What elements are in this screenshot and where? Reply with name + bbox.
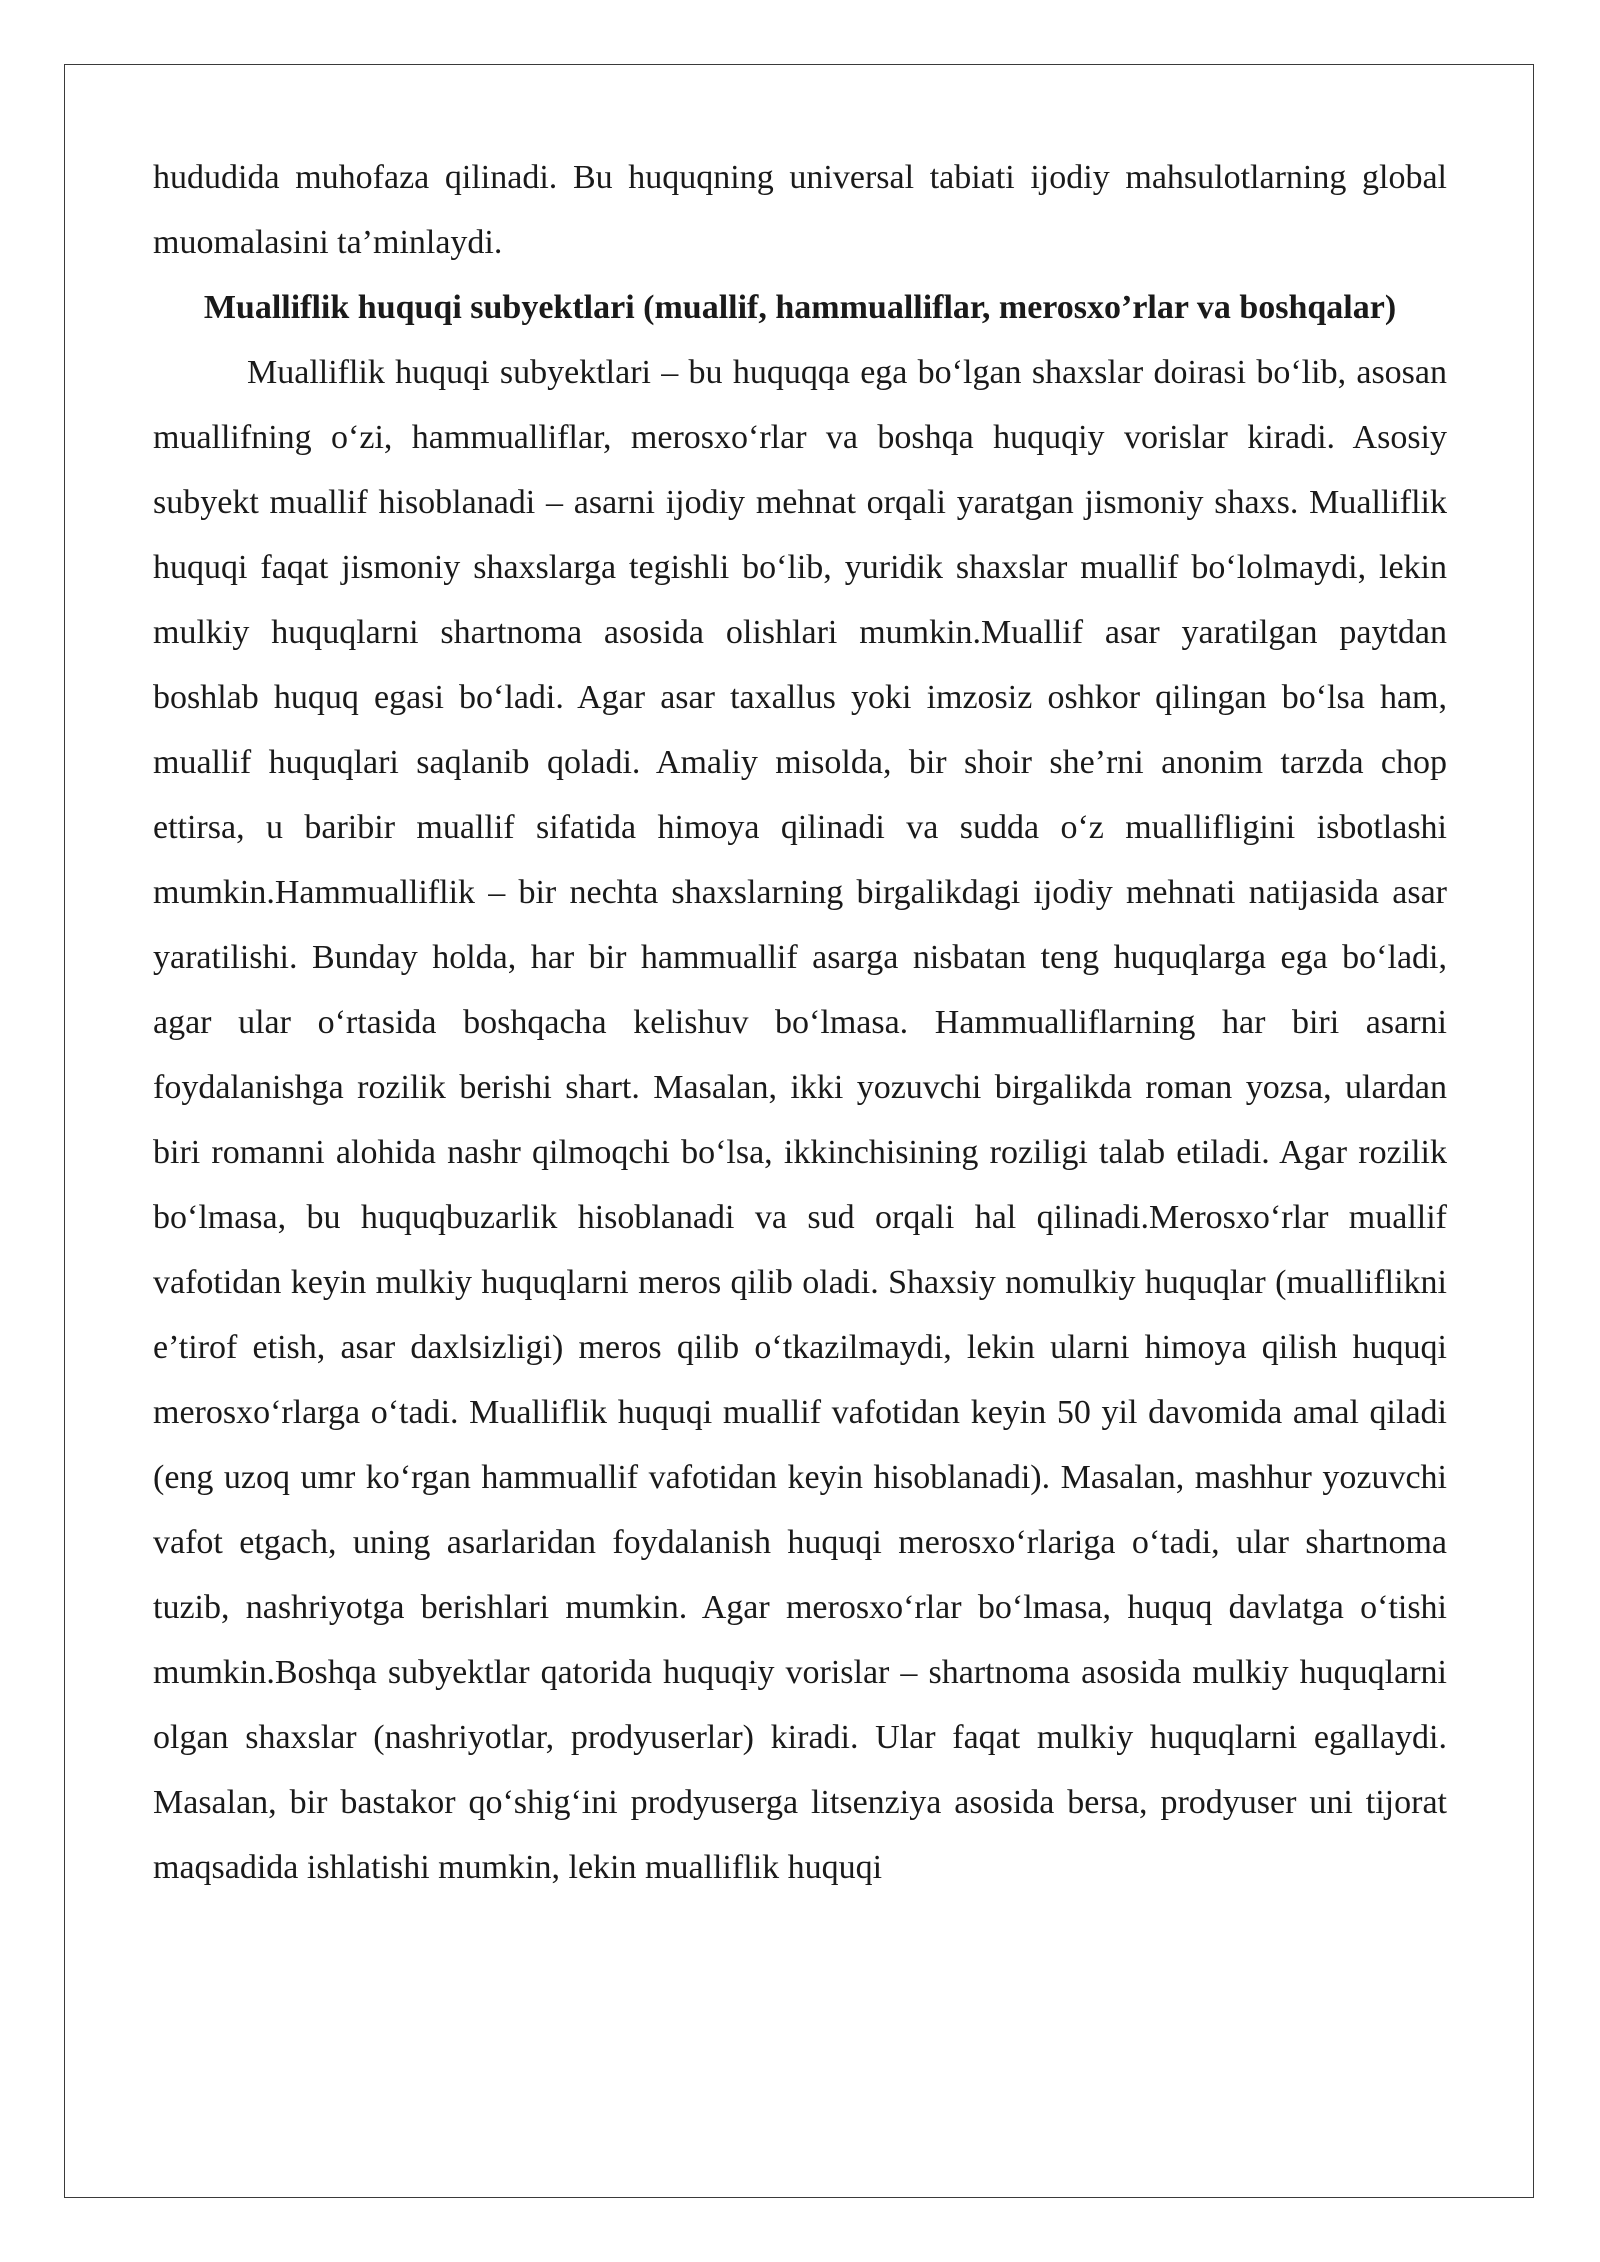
continued-paragraph: hududida muhofaza qilinadi. Bu huquqning universal tabiati ijodiy mahsulotlarning global muomalasini ta’minlaydi. bbox=[153, 159, 1447, 261]
body-paragraph: Mualliflik huquqi subyektlari – bu huquqqa ega bo‘lgan shaxslar doirasi bo‘lib, asosan muallifning o‘zi, hammualliflar, merosxo‘rlar va boshqa huquqiy vorislar kiradi. Asosiy subyekt muallif hisoblanadi – asarni ijodiy mehnat orqali yaratgan jismoniy shaxs. Mualliflik huquqi faqat jismoniy shaxslarga tegishli bo‘lib, yuridik shaxslar muallif bo‘lolmaydi, lekin mulkiy huquqlarni shartnoma asosida olishlari mumkin.Muallif asar yaratilgan paytdan boshlab huquq egasi bo‘ladi. Agar asar taxallus yoki imzosiz oshkor qilingan bo‘lsa ham, muallif huquqlari saqlanib qoladi. Amaliy misolda, bir shoir she’rni anonim tarzda chop ettirsa, u baribir muallif sifatida himoya qilinadi va sudda o‘z muallifligini isbotlashi mumkin.Hammualliflik – bir nechta shaxslarning birgalikdagi ijodiy mehnati natijasida asar yaratilishi. Bunday holda, har bir hammuallif asarga nisbatan teng huquqlarga ega bo‘ladi, agar ular o‘rtasida boshqacha kelishuv bo‘lmasa. Hammualliflarning har biri asarni foydalanishga rozilik berishi shart. Masalan, ikki yozuvchi birgalikda roman yozsa, ulardan biri romanni alohida nashr qilmoqchi bo‘lsa, ikkinchisining roziligi talab etiladi. Agar rozilik bo‘lmasa, bu huquqbuzarlik hisoblanadi va sud orqali hal qilinadi.Merosxo‘rlar muallif vafotidan keyin mulkiy huquqlarni meros qilib oladi. Shaxsiy nomulkiy huquqlar (mualliflikni e’tirof etish, asar daxlsizligi) meros qilib o‘tkazilmaydi, lekin ularni himoya qilish huquqi merosxo‘rlarga o‘tadi. Mualliflik huquqi muallif vafotidan keyin 50 yil davomida amal qiladi (eng uzoq umr ko‘rgan hammuallif vafotidan keyin hisoblanadi). Masalan, mashhur yozuvchi vafot etgach, uning asarlaridan foydalanish huquqi merosxo‘rlariga o‘tadi, ular shartnoma tuzib, nashriyotga berishlari mumkin. Agar merosxo‘rlar bo‘lmasa, huquq davlatga o‘tishi mumkin.Boshqa subyektlar qatorida huquqiy vorislar – shartnoma asosida mulkiy huquqlarni olgan shaxslar (nashriyotlar, prodyuserlar) kiradi. Ular faqat mulkiy huquqlarni egallaydi. Masalan, bir bastakor qo‘shig‘ini prodyuserga litsenziya asosida bersa, prodyuser uni tijorat maqsadida ishlatishi mumkin, lekin mualliflik huquqi bbox=[153, 354, 1447, 1886]
section-heading: Mualliflik huquqi subyektlari (muallif, hammualliflar, merosxo’rlar va boshqalar) bbox=[203, 289, 1397, 326]
document-content bbox=[153, 145, 1447, 1900]
